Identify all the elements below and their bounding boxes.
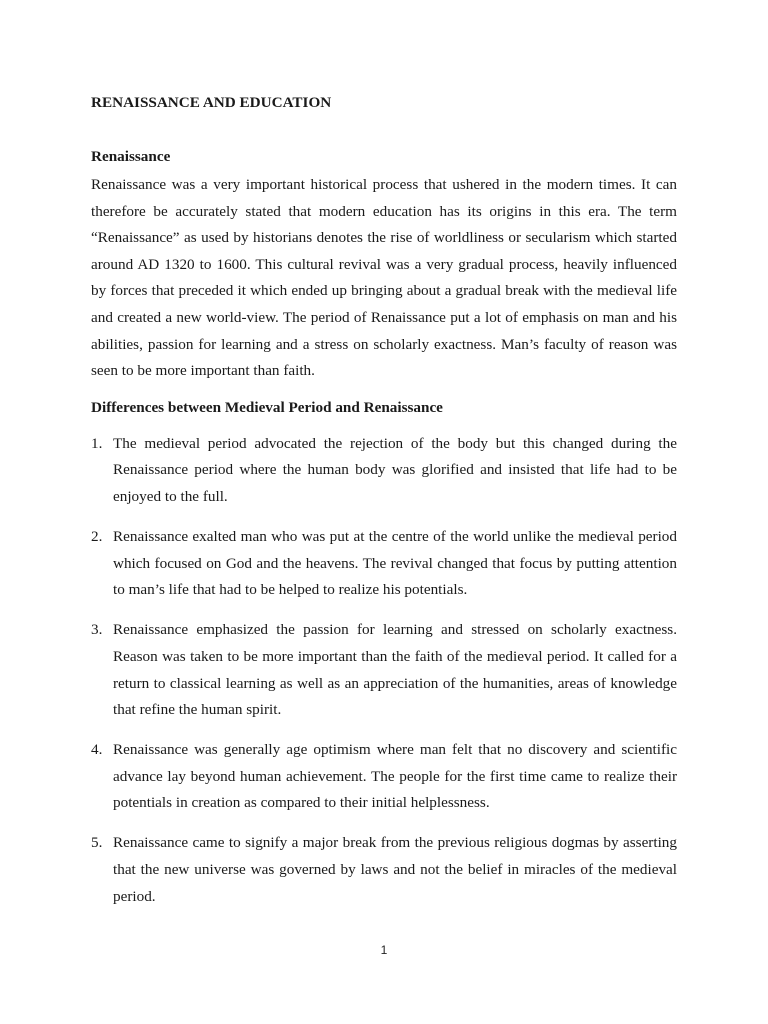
list-item-text: Renaissance emphasized the passion for learning and stressed on scholarly exactness. Reason was taken to be more important than the faith of the medieval period. It called for a return to classical learning as well as an appreciation of the humanities, areas of knowledge that refine the human spirit. bbox=[113, 621, 677, 719]
list-item-text: Renaissance exalted man who was put at the centre of the world unlike the medieval period which focused on God and the heavens. The revival changed that focus by putting attention to man’s life that had to be helped to realize his potentials. bbox=[113, 528, 677, 599]
document-title: RENAISSANCE AND EDUCATION bbox=[91, 94, 332, 111]
list-item bbox=[91, 737, 677, 817]
list-item bbox=[91, 830, 677, 910]
section-heading-renaissance: Renaissance bbox=[91, 148, 171, 165]
intro-paragraph: Renaissance was a very important historical process that ushered in the modern times. It can therefore be accurately stated that modern education has its origins in this era. The term “Renaissance” as used by historians denotes the rise of worldliness or secularism which started around AD 1320 to 1600. This cultural revival was a very gradual process, heavily influenced by forces that preceded it which ended up bringing about a gradual break with the medieval life and created a new world-view. The period of Renaissance put a lot of emphasis on man and his abilities, passion for learning and a stress on scholarly exactness. Man’s faculty of reason was seen to be more important than faith. bbox=[91, 176, 677, 380]
section-heading-differences: Differences between Medieval Period and Renaissance bbox=[91, 398, 443, 416]
list-item bbox=[91, 524, 677, 604]
list-item-text: The medieval period advocated the rejection of the body but this changed during the Renaissance period where the human body was glorified and insisted that life had to be enjoyed to the full. bbox=[113, 434, 677, 505]
list-item-number: 1. bbox=[91, 434, 103, 452]
list-item-number: 5. bbox=[91, 834, 103, 852]
list-item-text: Renaissance was generally age optimism where man felt that no discovery and scientific advance lay beyond human achievement. The people for the first time came to realize their potentials in creation as compared to their initial helplessness. bbox=[113, 741, 677, 812]
page-content bbox=[91, 91, 677, 924]
list-item bbox=[91, 617, 677, 723]
list-item bbox=[91, 431, 677, 511]
list-item-number: 2. bbox=[91, 528, 103, 546]
list-item-number: 4. bbox=[91, 741, 103, 759]
page-number: 1 bbox=[380, 943, 388, 957]
list-item-number: 3. bbox=[91, 621, 103, 639]
differences-list bbox=[91, 431, 677, 911]
list-item-text: Renaissance came to signify a major break from the previous religious dogmas by asserting that the new universe was governed by laws and not the belief in miracles of the medieval period. bbox=[113, 834, 677, 905]
